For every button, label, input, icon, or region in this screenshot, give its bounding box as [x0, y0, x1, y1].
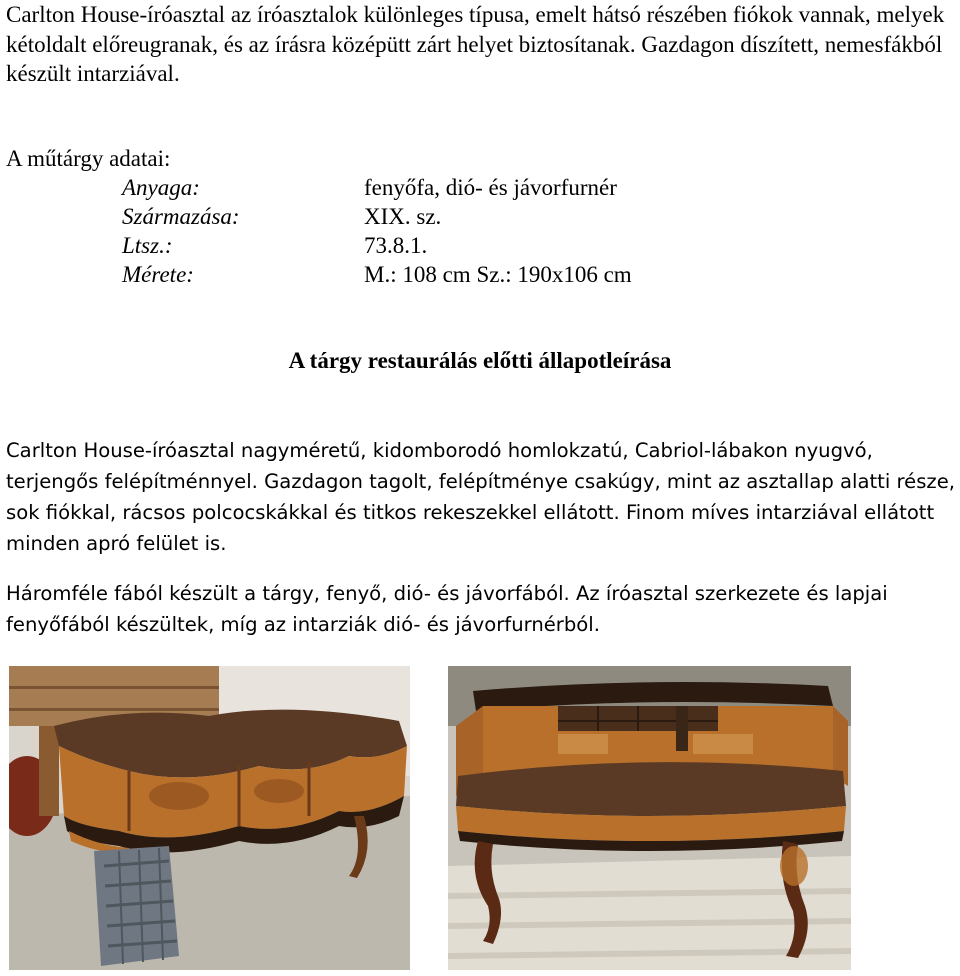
- data-value: 73.8.1.: [364, 233, 428, 258]
- data-value: M.: 108 cm Sz.: 190x106 cm: [364, 262, 632, 287]
- data-value: XIX. sz.: [364, 204, 442, 229]
- data-label: Mérete:: [122, 262, 194, 287]
- data-label: Anyaga:: [122, 175, 200, 200]
- description-paragraph: Carlton House-íróasztal nagyméretű, kidomborodó homlokzatú, Cabriol-lábakon nyugvó, terjengős felépítménnyel. Gazdagon tagolt, felépítménye csakúgy, mint az asztallap alatti része, sok fiókkal, rácsos polcocskákkal és titkos rekeszekkel ellátott. Finom míves intarziával ellátott minden apró felület is.: [6, 439, 955, 555]
- data-value: fenyőfa, dió- és jávorfurnér: [364, 175, 617, 200]
- intro-paragraph: Carlton House-íróasztal az íróasztalok különleges típusa, emelt hátsó részében fiókok vannak, melyek kétoldalt előreugranak, és az írásra középütt zárt helyet biztosítanak. Gazdagon díszített, nemesfákból készült intarziával.: [6, 2, 945, 86]
- desk-photo-back: [448, 666, 851, 970]
- section-title: A tárgy restaurálás előtti állapotleírása: [288, 348, 672, 373]
- desk-front-illustration: [9, 666, 410, 970]
- desk-back-illustration: [448, 666, 851, 970]
- materials-paragraph: Háromféle fából készült a tárgy, fenyő, dió- és jávorfából. Az íróasztal szerkezete és lapjai fenyőfából készültek, míg az intarziák dió- és jávorfurnérból.: [6, 582, 888, 636]
- artifact-data-heading: A műtárgy adatai:: [6, 146, 171, 171]
- data-label: Ltsz.:: [122, 233, 173, 258]
- desk-photo-front: [9, 666, 410, 970]
- data-label: Származása:: [122, 204, 240, 229]
